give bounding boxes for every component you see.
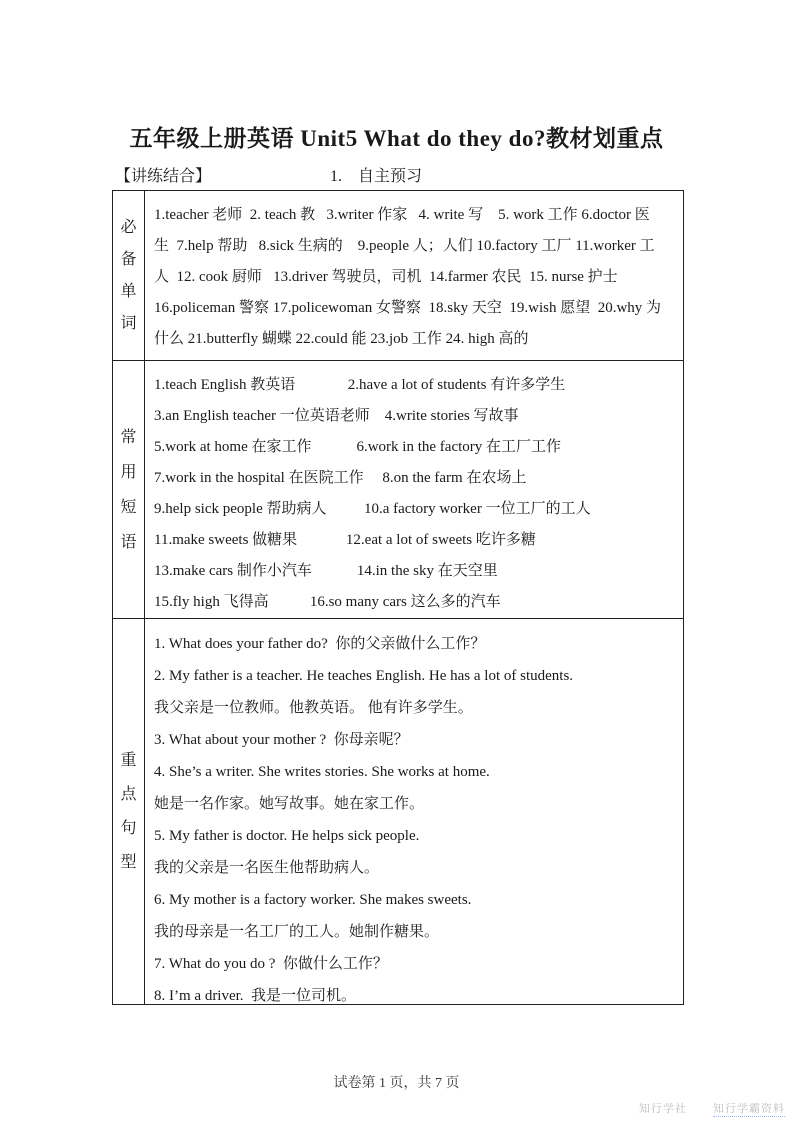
phrase-line: 13.make cars 制作小汽车 14.in the sky 在天空里 [154, 563, 498, 579]
watermark [639, 1100, 785, 1117]
vocab-line: 16.policeman 警察 17.policewoman 女警察 18.sky 天空 19.wish 愿望 20.why 为 [154, 300, 662, 316]
phrases-content [145, 361, 683, 618]
row-label-vocabulary: 必备单词 [120, 218, 137, 332]
row-label-sentences: 重点句型 [120, 751, 137, 871]
phrase-line: 1.teach English 教英语 2.have a lot of students 有许多学生 [154, 377, 566, 393]
sentence-line: 我的父亲是一名医生他帮助病人。 [154, 860, 380, 876]
vocab-line: 生 7.help 帮助 8.sick 生病的 9.people 人；人们 10.factory 工厂 11.worker 工 [154, 238, 655, 254]
row-label-phrases: 常用短语 [120, 428, 137, 551]
sentence-line: 7. What do you do ? 你做什么工作？ [154, 956, 388, 972]
phrase-line: 15.fly high 飞得高 16.so many cars 这么多的汽车 [154, 594, 501, 610]
table-row-vocabulary [113, 191, 683, 361]
vocab-line: 什么 21.butterfly 蝴蝶 22.could 能 23.job 工作 24. high 高的 [154, 331, 529, 347]
sentence-line: 她是一名作家。她写故事。她在家工作。 [154, 796, 425, 812]
sentence-line: 4. She’s a writer. She writes stories. She works at home. [154, 764, 490, 780]
sentence-line: 1. What does your father do? 你的父亲做什么工作？ [154, 636, 486, 652]
phrase-line: 9.help sick people 帮助病人 10.a factory worker 一位工厂的工人 [154, 501, 591, 517]
watermark-left: 知行学社 [639, 1103, 687, 1115]
sentence-line: 5. My father is doctor. He helps sick people. [154, 828, 420, 844]
sentence-line: 3. What about your mother ? 你母亲呢？ [154, 732, 409, 748]
phrase-line: 7.work in the hospital 在医院工作 8.on the farm 在农场上 [154, 470, 527, 486]
row-label-cell [113, 191, 145, 360]
phrase-line: 11.make sweets 做糖果 12.eat a lot of sweets 吃许多糖 [154, 532, 536, 548]
sentences-content [145, 619, 683, 1004]
sentence-line: 我的母亲是一名工厂的工人。她制作糖果。 [154, 924, 440, 940]
row-label-cell [113, 619, 145, 1004]
table-row-phrases [113, 361, 683, 619]
sentence-line: 我父亲是一位教师。他教英语。 他有许多学生。 [154, 700, 473, 716]
watermark-right: 知行学霸资料 [713, 1100, 785, 1117]
section-header [115, 163, 685, 186]
vocabulary-content [145, 191, 683, 360]
sentence-line: 6. My mother is a factory worker. She makes sweets. [154, 892, 472, 908]
vocab-line: 人 12. cook 厨师 13.driver 驾驶员，司机 14.farmer 农民 15. nurse 护士 [154, 269, 618, 285]
page-title: 五年级上册英语 Unit5 What do they do?教材划重点 [129, 126, 664, 151]
section-step: 1. 自主预习 [330, 168, 423, 185]
study-table [112, 190, 684, 1005]
table-row-sentences [113, 619, 683, 1004]
phrase-line: 5.work at home 在家工作 6.work in the factory 在工厂工作 [154, 439, 562, 455]
page-footer: 试卷第 1 页，共 7 页 [333, 1076, 460, 1091]
sentence-line: 2. My father is a teacher. He teaches English. He has a lot of students. [154, 668, 574, 684]
sentence-line: 8. I’m a driver. 我是一位司机。 [154, 988, 357, 1004]
vocab-line: 1.teacher 老师 2. teach 教 3.writer 作家 4. write 写 5. work 工作 6.doctor 医 [154, 207, 650, 223]
section-label: 【讲练结合】 [115, 168, 212, 185]
row-label-cell [113, 361, 145, 618]
phrase-line: 3.an English teacher 一位英语老师 4.write stories 写故事 [154, 408, 519, 424]
